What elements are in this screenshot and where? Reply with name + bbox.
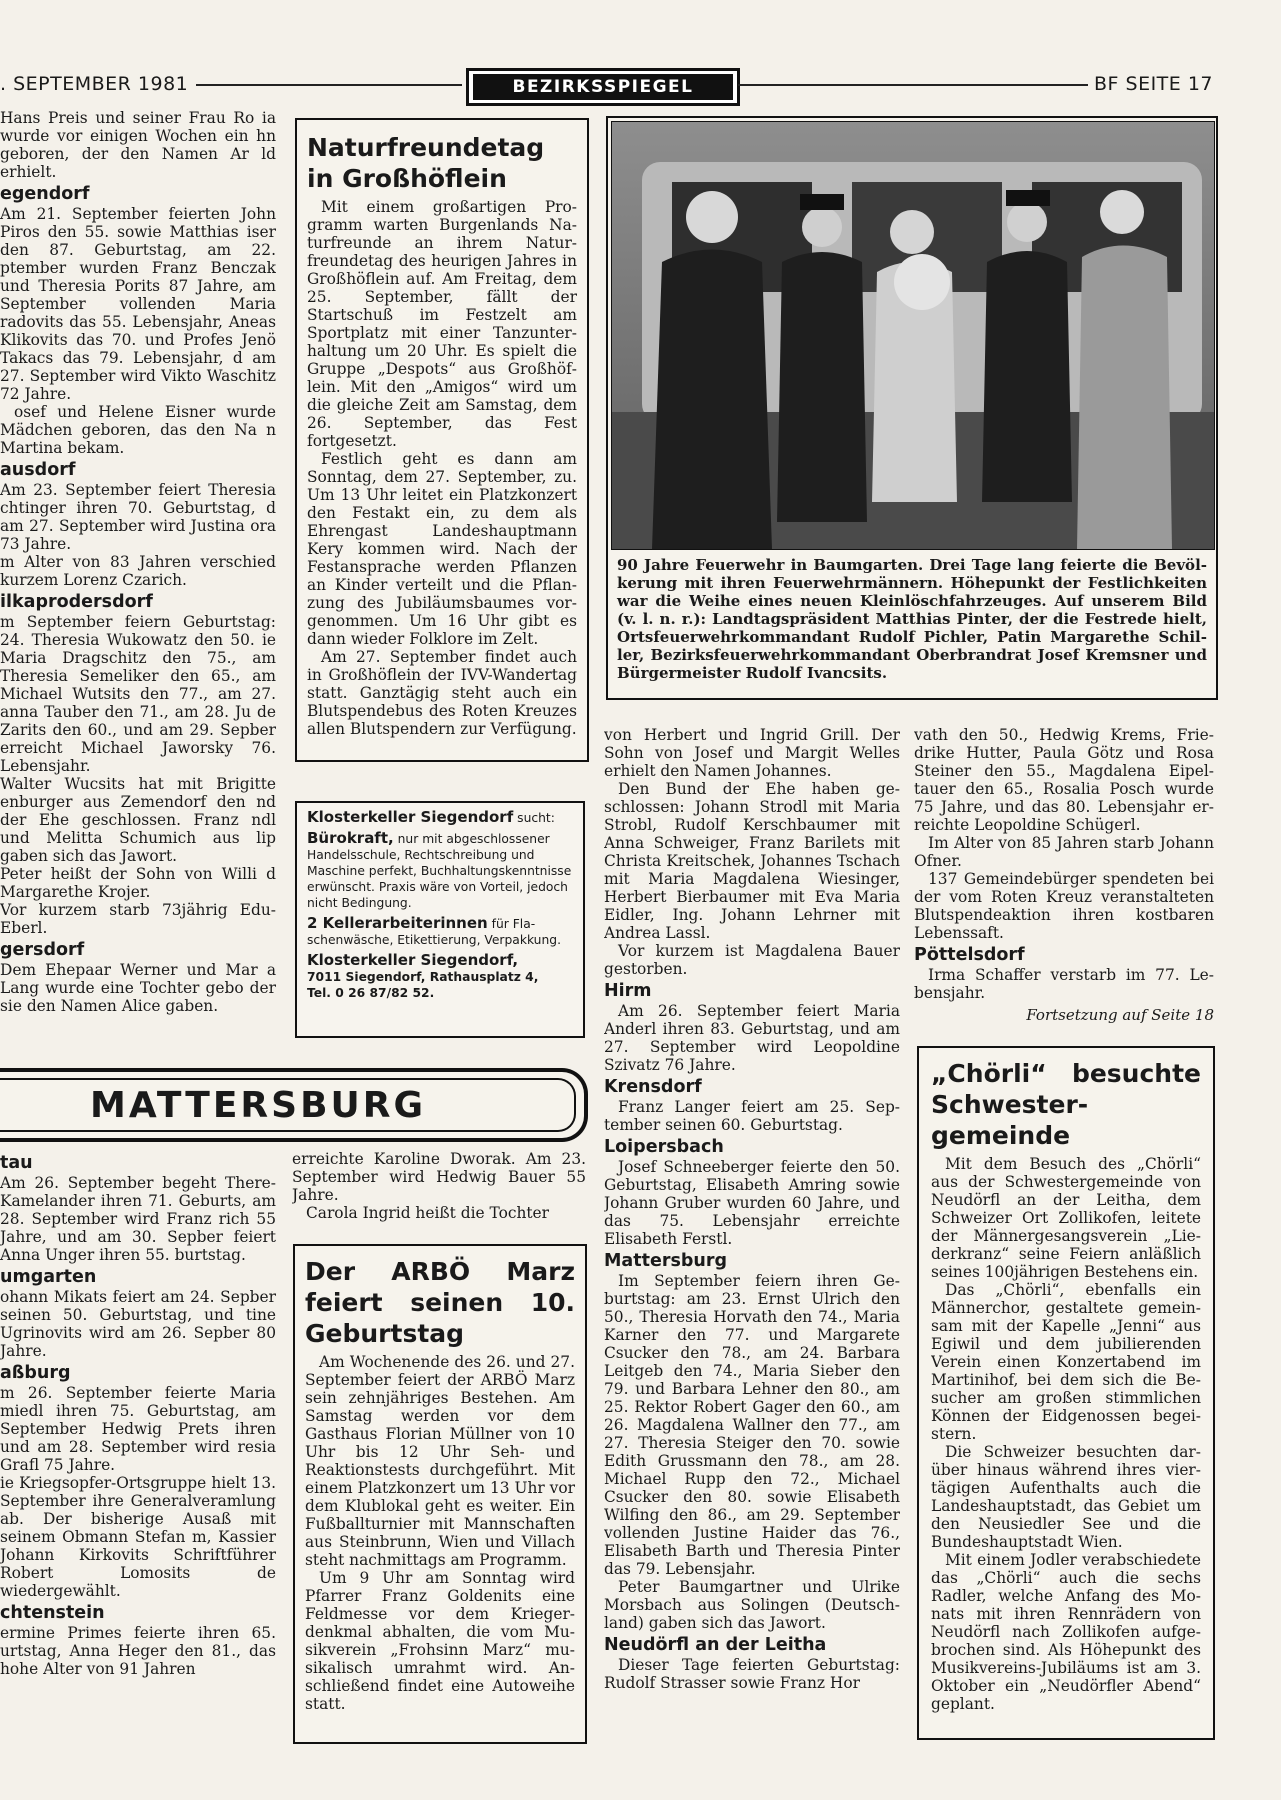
paragraph: Am 26. September begeht There Kamelander ihren 71. Geburts, am 28. September wird Franz rich 55 Jahre, und am 30. Sepber feiert Anna Unger ihren 55. burtstag. [0, 1174, 276, 1264]
paragraph: Im September feiern ihren Geburtstag: am 23. Ernst Ulrich den 50., Theresia Horvath den 74., Maria Karner den 77. und Margarete Csucker den 78., am 24. Barbara Leitgeb den 74., Maria Sieber den 79. und Barbara Lehner den 80., am 25. Rektor Robert Gager den 60., am 26. Magdalena Wallner den 77., am 27. Theresia Steiger den 70. sowie Edith Grussmann den 78., am 28. Michael Rupp den 72., Michael Csucker den 80. sowie Elisabeth Wilfing den 86., am 29. September vollenden Justine Haider das 76., Elisabeth Barth und Theresia Pinter das 79. Lebensjahr. [604, 1272, 900, 1578]
paragraph: Die Schweizer besuchten darüber hinaus während ihres viertägigen Aufenthalts auch die Landeshauptstadt, das Gebiet um den Neusiedler See und die Bundeshauptstadt Wien. [931, 1443, 1201, 1551]
fire-brigade-photo [611, 121, 1215, 550]
ad-phone: Tel. 0 26 87/82 52. [307, 986, 435, 1000]
choerli-article [917, 1046, 1215, 1740]
paragraph: Franz Langer feiert am 25. September seinen 60. Geburtstag. [604, 1098, 900, 1134]
place-heading: chtenstein [0, 1603, 105, 1623]
place-heading: ilkaprodersdorf [0, 592, 153, 612]
paragraph: ohann Mikats feiert am 24. Sepber seinen 50. Geburtstag, und tine Ugrinovits wird am 26. Sepber 80 Jahre. [0, 1288, 276, 1360]
paragraph: Am 27. September findet auch in Großhöflein der IVV-Wandertag statt. Ganztägig steht auch ein Blutspendebus des Roten Kreuzes allen Blutspendern zur Verfügung. [307, 648, 577, 738]
col1-intro: Hans Preis und seiner Frau Ro ia wurde vor einigen Wochen ein hn geboren, der den Namen Ar ld erhielt. [0, 109, 276, 181]
paragraph: Mit dem Besuch des „Chörli“ aus der Schwestergemeinde von Neudörfl an der Leitha, dem Schweizer Ort Zollikofen, leitete der Männergesangsverein „Liederkranz“ seine Feiern anläßlich seines 100jährigen Bestehens ein. [931, 1155, 1201, 1281]
article-title: „Chörli“ besuchte Schwestergemeinde [931, 1059, 1201, 1150]
ad-company: Klosterkeller Siegendorf [307, 808, 514, 826]
column-1 [0, 109, 276, 1044]
ad-job1-text: nur mit abgeschlossener Handelsschule, Rechtschreibung und Maschine perfekt, Buchhaltungskenntnisse erwünscht. Praxis wäre von Vorteil, jedoch nicht Bedingung. [307, 832, 572, 910]
issue-date: . SEPTEMBER 1981 [0, 73, 189, 95]
banner-title: MATTERSBURG [0, 1078, 576, 1132]
place-heading: Krensdorf [604, 1077, 702, 1097]
paragraph: Carola Ingrid heißt die Tochter [306, 1204, 550, 1222]
mattersburg-column-1 [0, 1150, 276, 1762]
column-4 [914, 726, 1214, 1036]
paragraph: Das „Chörli“, ebenfalls ein Männerchor, gestaltete gemeinsam mit der Kapelle „Jenni“ aus Egiwil und dem jubilierenden Verein einen Konzertabend im Martinihof, bei dem sich die Besucher am großen stimmlichen Können der Eidgenossen begeistern. [931, 1281, 1201, 1443]
paragraph: Mit einem großartigen Programm warten Burgenlands Naturfreunde an ihrem Naturfreundetag des heurigen Jahres in Großhöflein auf. Am Freitag, dem 25. September, fällt der Startschuß im Festzelt am Sportplatz mit einer Tanzunterhaltung um 20 Uhr. Es spielt die Gruppe „Despots“ aus Großhöflein. Mit den „Amigos“ wird um die gleiche Zeit am Samstag, dem 26. September, das Fest fortgesetzt. [307, 198, 577, 450]
place-heading: Hirm [604, 981, 652, 1001]
ad-footer-company: Klosterkeller Siegendorf, [307, 951, 519, 969]
article-title: Der ARBÖ Marz feiert seinen 10. Geburtstag [305, 1257, 575, 1348]
paragraph: m Alter von 83 Jahren verschied kurzem Lorenz Czarich. [0, 553, 276, 589]
page-number: BF SEITE 17 [1094, 73, 1213, 95]
paragraph: Dem Ehepaar Werner und Mar a Lang wurde eine Tochter gebo der sie den Namen Alice gaben. [0, 961, 276, 1015]
paragraph: erreichte Karoline Dworak. Am 23. September wird Hedwig Bauer 55 Jahre. [292, 1150, 586, 1204]
paragraph: Am 21. September feierten John Piros den 55. sowie Matthias iser den 87. Geburtstag, am 22. ptember wurden Franz Benczak und Theresia Porits 87 Jahre, am September vollenden Maria radovits das 55. Lebensjahr, Aneas Klikovits das 70. und Profes Jenö Takacs das 79. Lebensjahr, d am 27. September wird Vikto Waschitz 72 Jahre. [0, 205, 276, 403]
ad-job2-title: 2 Kellerarbeiterinnen [307, 914, 488, 932]
paragraph: m September feiern Geburtstag: 24. Theresia Wukowatz den 50. ie Maria Dragschitz den 75., am Theresia Semeliker den 65., am Michael Wutsits den 77., am 27. anna Tauber den 71., am 28. Ju de Zarits den 60., und am 29. Sepber erreicht Michael Jaworsky 76. Lebensjahr. [0, 613, 276, 775]
photo-image [612, 122, 1214, 549]
paragraph: vath den 50., Hedwig Krems, Friedrike Hutter, Paula Götz und Rosa Steiner den 55., Magdalena Eipeltauer den 65., Rosalia Posch wurde 75 Jahre, und das 80. Lebensjahr erreichte Leopoldine Schügerl. [914, 726, 1214, 834]
paragraph: osef und Helene Eisner wurde Mädchen geboren, das den Na n Martina bekam. [0, 403, 276, 457]
continuation-note: Fortsetzung auf Seite 18 [1026, 1006, 1214, 1024]
place-heading: ausdorf [0, 460, 76, 480]
header-rule-right [738, 84, 1088, 86]
place-heading: Loipersbach [604, 1137, 724, 1157]
column-3 [604, 726, 900, 1761]
paragraph: Walter Wucsits hat mit Brigitte enburger aus Zemendorf den nd der Ehe geschlossen. Franz ndl und Melitta Schumich aus lip gaben sich das Jawort. [0, 775, 276, 865]
paragraph: Im Alter von 85 Jahren starb Johann Ofner. [914, 834, 1214, 870]
section-label: BEZIRKSSPIEGEL [473, 74, 733, 100]
paragraph: Josef Schneeberger feierte den 50. Geburtstag, Elisabeth Amring sowie Johann Gruber wurden 60 Jahre, und das 75. Lebensjahr erreichte Elisabeth Ferstl. [604, 1158, 900, 1248]
place-heading: Mattersburg [604, 1251, 728, 1271]
section-label-box [466, 68, 740, 106]
ad-address: 7011 Siegendorf, Rathausplatz 4, [307, 970, 539, 984]
mattersburg-column-2 [292, 1150, 586, 1240]
paragraph: Peter Baumgartner und Ulrike Morsbach aus Solingen (Deutschland) gaben sich das Jawort. [604, 1578, 900, 1632]
ad-job2-text: für Flaschenwäsche, Etikettierung, Verpakkung. [307, 917, 561, 947]
header-rule-left [196, 84, 462, 86]
paragraph: m 26. September feierte Maria miedl ihren 75. Geburtstag, am September Hedwig Prets ihren und am 28. September wird resia Grafl 75 Jahre. [0, 1384, 276, 1474]
paragraph: von Herbert und Ingrid Grill. Der Sohn von Josef und Margit Welles erhielt den Namen Johannes. [604, 726, 900, 780]
paragraph: Am 23. September feiert Theresia chtinger ihren 70. Geburtstag, d am 27. September wird Justina ora 73 Jahre. [0, 481, 276, 553]
paragraph: Dieser Tage feierten Geburtstag: Rudolf Strasser sowie Franz Hor [604, 1656, 900, 1692]
ad-sucht: sucht: [517, 811, 555, 825]
place-heading: umgarten [0, 1267, 97, 1287]
photo-caption: 90 Jahre Feuerwehr in Baumgarten. Drei Tage lang feierte die Bevölkerung mit ihren Feuerwehrmännern. Höhepunkt der Festlichkeiten war die Weihe eines neuen Kleinlöschfahrzeuges. Auf unserem Bild (v. l. n. r.): Landtagspräsident Matthias Pinter, der die Festrede hielt, Ortsfeuerwehrkommandant Rudolf Pichler, Patin Margarethe Schiller, Bezirksfeuerwehrkommandant Oberbrandrat Josef Kremsner und Bürgermeister Rudolf Ivancsits. [617, 556, 1207, 682]
place-heading: aßburg [0, 1363, 71, 1383]
article-title: Naturfreundetag in Großhöflein [307, 133, 545, 193]
mattersburg-banner [0, 1068, 588, 1142]
paragraph: Irma Schaffer verstarb im 77. Lebensjahr. [914, 966, 1214, 1002]
paragraph: Mit einem Jodler verabschiedete das „Chörli“ auch die sechs Radler, welche Anfang des Monats mit ihren Rennrädern von Neudörfl nach Zollikofen aufgebrochen sind. Als Höhepunkt des Musikvereins-Jubiläums ist am 3. Oktober ein „Neudörfler Abend“ geplant. [931, 1551, 1201, 1713]
place-heading: gersdorf [0, 940, 85, 960]
ad-job1-title: Bürokraft, [307, 829, 394, 847]
paragraph: Vor kurzem ist Magdalena Bauer gestorben. [604, 942, 900, 978]
paragraph: 137 Gemeindebürger spendeten bei der vom Roten Kreuz veranstalteten Blutspendeaktion ihren kostbaren Lebenssaft. [914, 870, 1214, 942]
place-heading: Pöttelsdorf [914, 945, 1025, 965]
paragraph: Festlich geht es dann am Sonntag, dem 27. September, zu. Um 13 Uhr leitet ein Platzkonzert den Festakt ein, zu dem als Ehrengast Landeshauptmann Kery kommen wird. Nach der Festansprache werden Pflanzen an Kinder verteilt und die Pflanzung des Jubiläumsbaumes vorgenommen. Um 16 Uhr gibt es dann wieder Folklore im Zelt. [307, 450, 577, 648]
arboe-article [293, 1244, 587, 1744]
paragraph: ermine Primes feierte ihren 65. urtstag, Anna Heger den 81., das hohe Alter von 91 Jahren [0, 1624, 276, 1678]
paragraph: Um 9 Uhr am Sonntag wird Pfarrer Franz Goldenits eine Feldmesse vor dem Kriegerdenkmal abhalten, die vom Musikverein „Frohsinn Marz“ musikalisch umrahmt wird. Anschließend findet eine Autoweihe statt. [305, 1569, 575, 1713]
job-advertisement [295, 801, 585, 1038]
paragraph: Den Bund der Ehe haben geschlossen: Johann Strodl mit Maria Strobl, Rudolf Kerschbaumer mit Anna Schweiger, Franz Barilets mit Christa Kreitschek, Johannes Tschach mit Maria Magdalena Wiesinger, Herbert Bierbaumer mit Eva Maria Eidler, Ing. Johann Lehrner mit Andrea Lassl. [604, 780, 900, 942]
naturfreundetag-article [295, 118, 589, 762]
paragraph: Vor kurzem starb 73jährig Edu Eberl. [0, 901, 276, 937]
place-heading: egendorf [0, 184, 90, 204]
paragraph: Am 26. September feiert Maria Anderl ihren 83. Geburtstag, und am 27. September wird Leopoldine Szivatz 76 Jahre. [604, 1002, 900, 1074]
place-heading: Neudörfl an der Leitha [604, 1635, 827, 1655]
paragraph: Am Wochenende des 26. und 27. September feiert der ARBÖ Marz sein zehnjähriges Bestehen. Am Samstag werden vor dem Gasthaus Florian Müllner von 10 Uhr bis 12 Uhr Seh- und Reaktionstests durchgeführt. Mit einem Platzkonzert um 13 Uhr vor dem Klublokal geht es weiter. Ein Fußballturnier mit Mannschaften aus Steinbrunn, Wien und Villach steht nachmittags am Programm. [305, 1353, 575, 1569]
place-heading: tau [0, 1153, 33, 1173]
paragraph: Peter heißt der Sohn von Willi d Margarethe Krojer. [0, 865, 276, 901]
paragraph: ie Kriegsopfer-Ortsgruppe hielt 13. September ihre Generalveramlung ab. Der bisherige Ausaß mit seinem Obmann Stefan m, Kassier Johann Kirkovits Schriftführer Robert Lomosits de wiedergewählt. [0, 1474, 276, 1600]
